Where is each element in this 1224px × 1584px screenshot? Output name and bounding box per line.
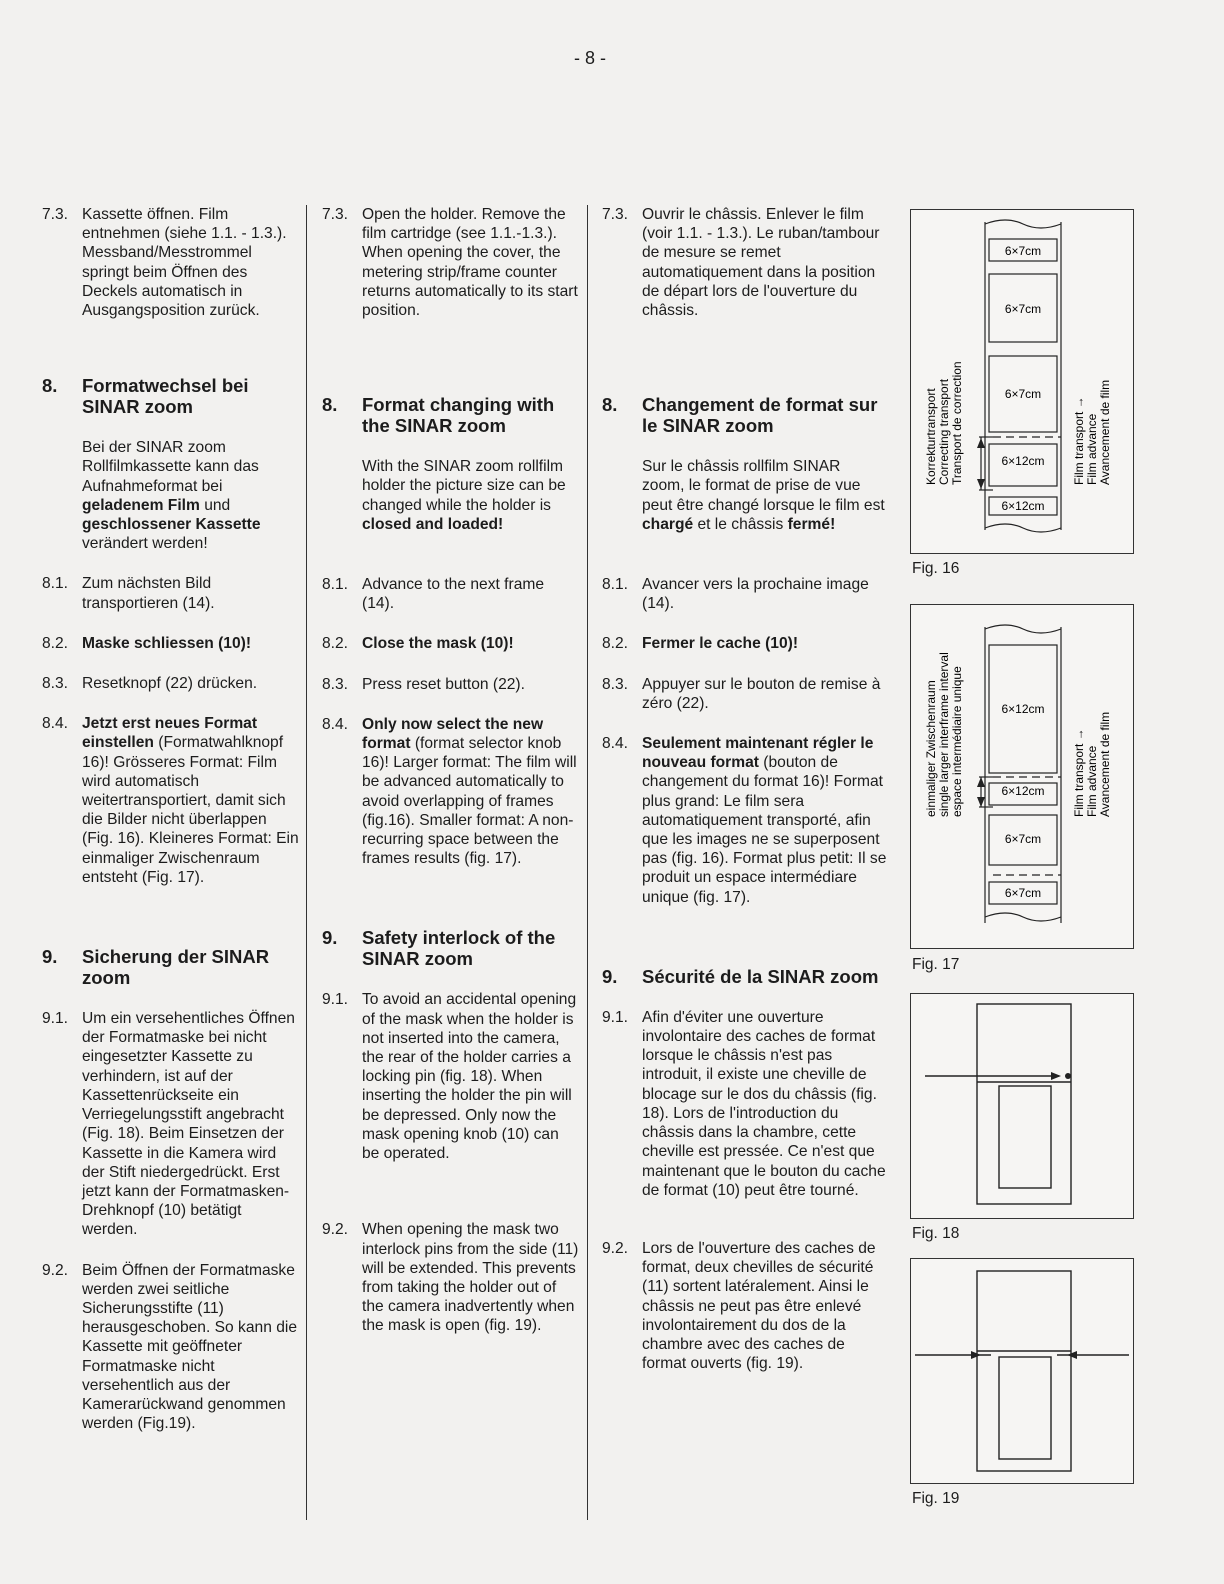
axis-label: Film transport → [1072,728,1086,817]
figure-18-drawing [911,994,1133,1218]
column-german [42,205,300,1454]
section-8-heading-de: 8. Formatwechsel bei SINAR zoom [42,375,249,418]
axis-label: Avancement de film [1098,379,1112,485]
section-9-heading-fr: 9. Sécurité de la SINAR zoom [602,965,879,987]
frame-label: 6×12cm [1001,702,1045,716]
figure-19-caption: Fig. 19 [912,1490,960,1507]
axis-label: Korrekturtransport [924,388,938,485]
figure-16-drawing [911,210,1133,553]
frame-label: 6×7cm [1004,302,1042,316]
step-8-3-de: 8.3. Resetknopf (22) drücken. [42,675,258,693]
frame-label: 6×7cm [1004,387,1042,401]
figure-17-drawing [911,605,1133,948]
step-9-1-fr: 9.1. Afin d'éviter une ouverture involontaire des caches de format lorsque le châssis n'est pas introduit, il existe une cheville de blocage sur le dos du châssis (fig. 18). Lors de l'introduction du châssis dans la chambre, cette cheville est pressée. Ce n'est que maintenant que le bouton du cache de format (10) peut être tourné. [602,1008,886,1199]
step-8-2-en: 8.2. Close the mask (10)! [322,635,514,653]
step-9-2-de: 9.2. Beim Öffnen der Formatmaske werden zwei seitliche Sicherungsstifte (11) herausgeschoben. So kann die Kassette mit geöffneter Formatmaske nicht versehentlich aus der Kamerarückwand genommen werden (Fig.19). [42,1261,298,1433]
axis-label: Transport de correction [950,361,964,485]
frame-label: 6×12cm [1001,499,1045,513]
section-9-heading-en: 9. Safety interlock of the SINAR zoom [322,927,556,970]
frame-label: 6×12cm [1001,454,1045,468]
step-9-1-de: 9.1. Um ein versehentliches Öffnen der Formatmaske bei nicht eingesetzter Kassette zu verhindern, ist auf der Kassettenrückseite ein Verriegelungsstift angebracht (Fig. 18). Beim Einsetzen der Kassette in die Kamera wird der Stift niedergedrückt. Erst jetzt kann der Formatmasken-Drehknopf (10) betätigt werden. [42,1010,295,1239]
figure-17 [910,604,1134,949]
frame-label: 6×7cm [1004,832,1042,846]
section-8-heading-en: 8. Format changing with the SINAR zoom [322,394,555,437]
step-8-4-de: 8.4. Jetzt erst neues Format einstellen (Formatwahlknopf 16)! Grösseres Format: Film wird automatisch weitertransportiert, damit sich die Bilder nicht überlappen (Fig. 16). Kleineres Format: Ein einmaliger Zwischenraum entsteht (Fig. 17). [42,715,299,886]
step-9-2-en: 9.2. When opening the mask two interlock pins from the side (11) will be extended. This prevents from taking the holder out of the camera inadvertently when the mask is open (fig. 19). [322,1221,579,1335]
step-8-2-fr: 8.2. Fermer le cache (10)! [602,635,799,653]
frame-label: 6×7cm [1004,244,1042,258]
figure-19-drawing [911,1259,1133,1483]
axis-label: single larger interframe interval [937,652,951,817]
step-8-3-en: 8.3. Press reset button (22). [322,675,525,693]
axis-label: Film advance [1085,745,1099,817]
column-divider [306,205,307,1520]
section-8-intro-fr: Sur le châssis rollfilm SINAR zoom, le format de prise de vue peut être changé lorsque le film est chargé et le châssis fermé! [642,458,885,533]
step-7-3-fr: 7.3. Ouvrir le châssis. Enlever le film (voir 1.1. - 1.3.). Le ruban/tambour de mesure se remet automatiquement dans la position de départ lors de l'ouverture du châssis. [602,206,880,320]
step-9-2-fr: 9.2. Lors de l'ouverture des caches de format, deux chevilles de sécurité (11) sortent latéralement. Ainsi le châssis ne peut pas être enlevé involontairement du dos de la chambre avec des caches de format ouverts (fig. 19). [602,1239,876,1373]
axis-label: Film advance [1085,413,1099,485]
column-divider [587,205,588,1520]
step-8-1-en: 8.1. Advance to the next frame (14). [322,576,545,613]
section-8-intro-de: Bei der SINAR zoom Rollfilmkassette kann das Aufnahmeformat bei geladenem Film und geschlossener Kassette verändert werden! [82,439,261,553]
step-8-2-de: 8.2. Maske schliessen (10)! [42,634,252,652]
figure-16-caption: Fig. 16 [912,560,960,577]
page-number: - 8 - [573,48,606,68]
section-9-heading-de: 9. Sicherung der SINAR zoom [42,946,270,989]
step-8-1-fr: 8.1. Avancer vers la prochaine image (14). [602,576,869,613]
step-8-3-fr: 8.3. Appuyer sur le bouton de remise à zéro (22). [602,675,881,712]
step-9-1-en: 9.1. To avoid an accidental opening of the mask when the holder is not inserted into the camera, the rear of the holder carries a locking pin (fig. 18). When inserting the holder the pin will be depressed. Only now the mask opening knob (10) can be operated. [322,991,577,1163]
figure-17-caption: Fig. 17 [912,956,960,973]
frame-label: 6×12cm [1001,784,1045,798]
step-8-4-en: 8.4. Only now select the new format (format selector knob 16)! Larger format: The film will be advanced automatically to avoid overlapping of frames (fig.16). Smaller format: A non-recurring space between the frames results (fig. 17). [322,715,577,868]
frame-label: 6×7cm [1004,886,1042,900]
figure-18-caption: Fig. 18 [912,1225,960,1242]
section-8-intro-en: With the SINAR zoom rollfilm holder the picture size can be changed while the holder is closed and loaded! [362,458,566,533]
step-8-1-de: 8.1. Zum nächsten Bild transportieren (14). [42,575,215,612]
figure-19 [910,1258,1134,1484]
axis-label: Correcting transport [937,378,951,485]
axis-label: Avancement de film [1098,711,1112,817]
step-8-4-fr: 8.4. Seulement maintenant régler le nouveau format (bouton de changement du format 16)! Format plus grand: Le film sera automatiquement transporté, afin que les images ne se superposent pas (fig. 16). Format plus petit: Il se produit un espace intermédiare unique (fig. 17). [602,735,887,906]
axis-label: espace intermédiaire unique [950,666,964,817]
axis-label: Film transport → [1072,396,1086,485]
figure-16 [910,209,1134,554]
column-english [322,205,580,1357]
step-7-3-de: 7.3. Kassette öffnen. Film entnehmen (siehe 1.1. - 1.3.). Messband/Messtrommel springt beim Öffnen des Deckels automatisch in Ausgangsposition zurück. [42,206,287,320]
step-7-3-en: 7.3. Open the holder. Remove the film cartridge (see 1.1.-1.3.). When opening the cover, the metering strip/frame counter returns automatically to its start position. [322,206,578,320]
section-8-heading-fr: 8. Changement de format sur le SINAR zoom [602,394,878,437]
axis-label: einmaliger Zwischenraum [924,680,938,817]
column-french [602,205,887,1394]
figure-18 [910,993,1134,1219]
